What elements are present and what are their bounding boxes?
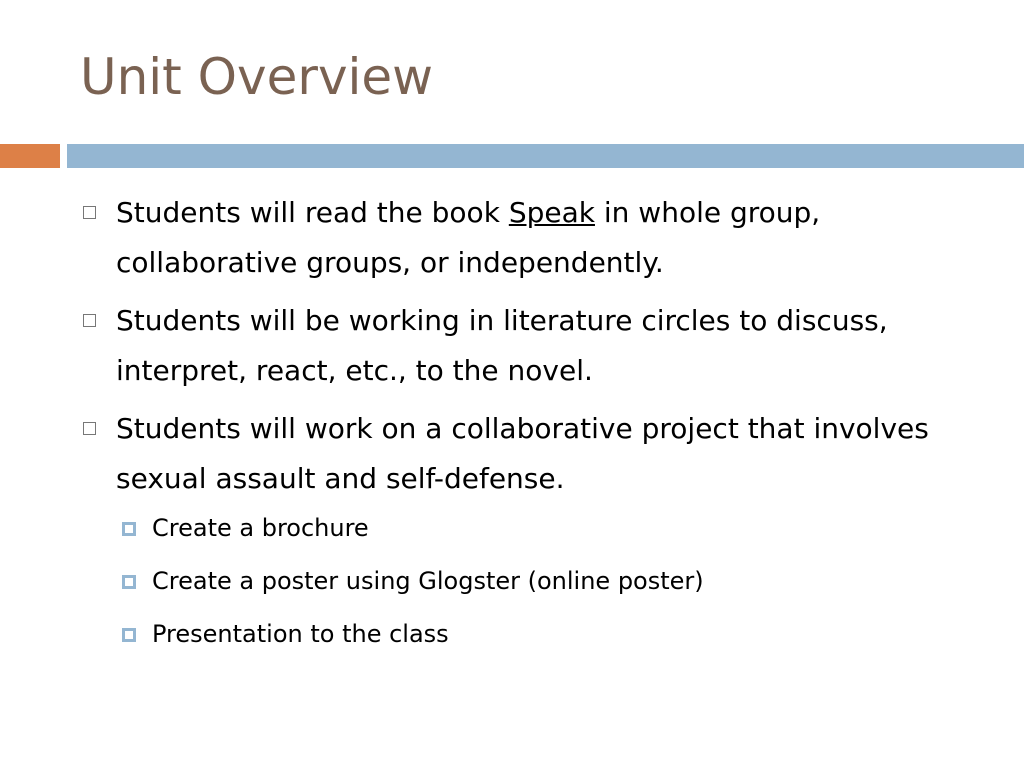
bullet-text-before: Students will read the book xyxy=(116,196,509,229)
sub-bullet-text: Create a poster using Glogster (online poster) xyxy=(152,567,704,595)
sub-bullet-list xyxy=(80,512,980,650)
sub-bullet-text: Presentation to the class xyxy=(152,620,449,648)
hollow-square-bullet-icon xyxy=(83,422,96,435)
hollow-square-bullet-icon xyxy=(83,206,96,219)
sub-bullet-item xyxy=(80,512,980,544)
book-title: Speak xyxy=(508,196,595,229)
hollow-square-bullet-icon xyxy=(83,314,96,327)
slide-title: Unit Overview xyxy=(80,48,434,106)
hollow-blue-square-bullet-icon xyxy=(122,575,136,589)
accent-bar-right xyxy=(67,144,1024,168)
accent-bar-left xyxy=(0,144,60,168)
bullet-item-literature-circles xyxy=(80,296,980,396)
hollow-blue-square-bullet-icon xyxy=(122,522,136,536)
bullet-item-reading xyxy=(80,188,980,288)
sub-bullet-text: Create a brochure xyxy=(152,514,369,542)
sub-bullet-item xyxy=(80,618,980,650)
hollow-blue-square-bullet-icon xyxy=(122,628,136,642)
bullet-text: Students will be working in literature circles to discuss, interpret, react, etc., to the novel. xyxy=(116,304,888,387)
bullet-list xyxy=(80,188,980,671)
bullet-text-after: in whole group, collaborative groups, or independently. xyxy=(116,196,821,279)
sub-bullet-item xyxy=(80,565,980,597)
bullet-text: Students will work on a collaborative project that involves sexual assault and self-defense. xyxy=(116,412,929,495)
bullet-item-project xyxy=(80,404,980,504)
